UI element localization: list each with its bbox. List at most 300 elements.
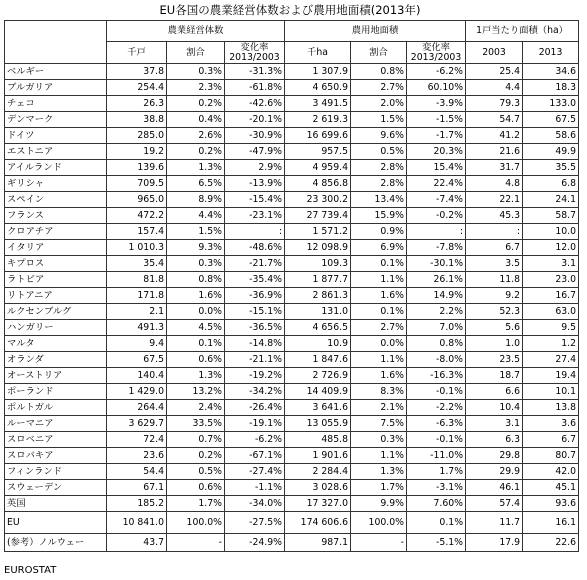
- per-holding-2013-cell: 10.1: [523, 384, 579, 400]
- holdings-cell: 1 429.0: [107, 384, 167, 400]
- area-change-cell: -11.0%: [407, 448, 466, 464]
- country-name-cell: ポルトガル: [5, 400, 107, 416]
- area-cell: 109.3: [285, 256, 351, 272]
- per-holding-2013-cell: 13.8: [523, 400, 579, 416]
- area-share-cell: 0.3%: [351, 432, 407, 448]
- area-change-cell: 0.1%: [407, 512, 466, 534]
- holdings-cell: 26.3: [107, 96, 167, 112]
- per-holding-2003-cell: 4.8: [466, 176, 523, 192]
- holdings-share-cell: 0.6%: [167, 352, 225, 368]
- area-change-cell: -16.3%: [407, 368, 466, 384]
- area-share-cell: 0.0%: [351, 336, 407, 352]
- per-holding-2003-cell: 21.6: [466, 144, 523, 160]
- area-cell: 10.9: [285, 336, 351, 352]
- country-name-cell: クロアチア: [5, 224, 107, 240]
- country-name-cell: エストニア: [5, 144, 107, 160]
- table-row: [5, 224, 579, 240]
- holdings-change-cell: -19.1%: [225, 416, 285, 432]
- table-row: [5, 96, 579, 112]
- per-holding-2003-cell: 31.7: [466, 160, 523, 176]
- area-share-cell: 2.8%: [351, 176, 407, 192]
- holdings-share-cell: 33.5%: [167, 416, 225, 432]
- area-change-cell: -1.5%: [407, 112, 466, 128]
- holdings-cell: 81.8: [107, 272, 167, 288]
- per-holding-2003-cell: 41.2: [466, 128, 523, 144]
- holdings-change-cell: -42.6%: [225, 96, 285, 112]
- area-cell: 27 739.4: [285, 208, 351, 224]
- area-change-cell: -6.3%: [407, 416, 466, 432]
- holdings-change-cell: 2.9%: [225, 160, 285, 176]
- change-label: 変化率: [240, 41, 269, 53]
- holdings-share-cell: 1.5%: [167, 224, 225, 240]
- per-holding-2003-cell: 3.5: [466, 256, 523, 272]
- area-cell: 4 856.8: [285, 176, 351, 192]
- holdings-cell: 43.7: [107, 534, 167, 552]
- area-change-cell: -5.1%: [407, 534, 466, 552]
- area-share-cell: 6.9%: [351, 240, 407, 256]
- per-holding-2003-cell: 18.7: [466, 368, 523, 384]
- area-change-cell: 14.9%: [407, 288, 466, 304]
- per-holding-2003-cell: 9.2: [466, 288, 523, 304]
- area-change-cell: 2.2%: [407, 304, 466, 320]
- holdings-share-cell: 0.6%: [167, 480, 225, 496]
- area-share-cell: 1.3%: [351, 464, 407, 480]
- holdings-change-cell: -36.5%: [225, 320, 285, 336]
- table-row: [5, 400, 579, 416]
- col-header-area-change: [407, 42, 466, 64]
- table-row: [5, 368, 579, 384]
- holdings-cell: 19.2: [107, 144, 167, 160]
- area-change-cell: -0.2%: [407, 208, 466, 224]
- holdings-cell: 38.8: [107, 112, 167, 128]
- holdings-cell: 491.3: [107, 320, 167, 336]
- holdings-cell: 54.4: [107, 464, 167, 480]
- holdings-change-cell: -19.2%: [225, 368, 285, 384]
- per-holding-2013-cell: 58.7: [523, 208, 579, 224]
- holdings-share-cell: 1.3%: [167, 160, 225, 176]
- holdings-cell: 10 841.0: [107, 512, 167, 534]
- holdings-cell: 264.4: [107, 400, 167, 416]
- area-change-cell: -3.9%: [407, 96, 466, 112]
- holdings-change-cell: -47.9%: [225, 144, 285, 160]
- col-header-holdings-change: [225, 42, 285, 64]
- area-change-cell: 15.4%: [407, 160, 466, 176]
- area-change-cell: 20.3%: [407, 144, 466, 160]
- per-holding-2013-cell: 10.0: [523, 224, 579, 240]
- area-cell: 17 327.0: [285, 496, 351, 512]
- area-cell: 3 491.5: [285, 96, 351, 112]
- holdings-area-table: [4, 20, 579, 552]
- country-name-cell: ルーマニア: [5, 416, 107, 432]
- table-title: EU各国の農業経営体数および農用地面積(2013年): [159, 3, 421, 17]
- per-holding-2013-cell: 1.2: [523, 336, 579, 352]
- holdings-share-cell: 0.3%: [167, 256, 225, 272]
- area-cell: 174 606.6: [285, 512, 351, 534]
- per-holding-2013-cell: 80.7: [523, 448, 579, 464]
- country-name-cell: (参考）ノルウェー: [5, 534, 107, 552]
- per-holding-2003-cell: 29.9: [466, 464, 523, 480]
- table-row: [5, 144, 579, 160]
- area-cell: 1 901.6: [285, 448, 351, 464]
- holdings-cell: 965.0: [107, 192, 167, 208]
- country-name-cell: ハンガリー: [5, 320, 107, 336]
- area-cell: 485.8: [285, 432, 351, 448]
- holdings-cell: 140.4: [107, 368, 167, 384]
- holdings-change-cell: -6.2%: [225, 432, 285, 448]
- country-name-cell: ラトビア: [5, 272, 107, 288]
- area-change-cell: 60.10%: [407, 80, 466, 96]
- table-row: [5, 160, 579, 176]
- country-name-cell: スロベニア: [5, 432, 107, 448]
- area-share-cell: 100.0%: [351, 512, 407, 534]
- per-holding-2013-cell: 133.0: [523, 96, 579, 112]
- holdings-cell: 37.8: [107, 64, 167, 80]
- area-cell: 4 656.5: [285, 320, 351, 336]
- per-holding-2013-cell: 12.0: [523, 240, 579, 256]
- holdings-share-cell: -: [167, 534, 225, 552]
- area-change-cell: 7.60%: [407, 496, 466, 512]
- table-row: [5, 304, 579, 320]
- per-holding-2003-cell: 79.3: [466, 96, 523, 112]
- table-row: [5, 464, 579, 480]
- area-cell: 131.0: [285, 304, 351, 320]
- per-holding-2003-cell: 10.4: [466, 400, 523, 416]
- holdings-change-cell: -27.4%: [225, 464, 285, 480]
- holdings-share-cell: 6.5%: [167, 176, 225, 192]
- area-change-cell: 0.8%: [407, 336, 466, 352]
- area-share-cell: 1.6%: [351, 368, 407, 384]
- per-holding-2013-cell: 49.9: [523, 144, 579, 160]
- area-change-cell: :: [407, 224, 466, 240]
- area-cell: 4 650.9: [285, 80, 351, 96]
- holdings-change-cell: -48.6%: [225, 240, 285, 256]
- area-change-cell: 22.4%: [407, 176, 466, 192]
- holdings-share-cell: 0.2%: [167, 448, 225, 464]
- group-header-per-holding: 1戸当たり面積（ha）: [466, 21, 579, 42]
- holdings-cell: 3 629.7: [107, 416, 167, 432]
- country-name-cell: スペイン: [5, 192, 107, 208]
- holdings-share-cell: 0.8%: [167, 272, 225, 288]
- per-holding-2003-cell: 11.7: [466, 512, 523, 534]
- area-cell: 957.5: [285, 144, 351, 160]
- per-holding-2003-cell: 3.1: [466, 416, 523, 432]
- per-holding-2013-cell: 16.1: [523, 512, 579, 534]
- area-change-cell: 26.1%: [407, 272, 466, 288]
- holdings-share-cell: 100.0%: [167, 512, 225, 534]
- table-row: [5, 112, 579, 128]
- area-share-cell: 2.7%: [351, 320, 407, 336]
- table-row: [5, 432, 579, 448]
- per-holding-2003-cell: 6.7: [466, 240, 523, 256]
- per-holding-2013-cell: 6.7: [523, 432, 579, 448]
- area-share-cell: -: [351, 534, 407, 552]
- area-cell: 23 300.2: [285, 192, 351, 208]
- area-share-cell: 0.8%: [351, 64, 407, 80]
- area-change-cell: -2.2%: [407, 400, 466, 416]
- area-cell: 14 409.9: [285, 384, 351, 400]
- holdings-share-cell: 1.7%: [167, 496, 225, 512]
- area-cell: 1 847.6: [285, 352, 351, 368]
- area-cell: 16 699.6: [285, 128, 351, 144]
- per-holding-2003-cell: 52.3: [466, 304, 523, 320]
- table-row: [5, 416, 579, 432]
- holdings-change-cell: -36.9%: [225, 288, 285, 304]
- change-period: 2013/2003: [410, 51, 462, 63]
- area-share-cell: 1.6%: [351, 288, 407, 304]
- holdings-share-cell: 1.3%: [167, 368, 225, 384]
- area-share-cell: 8.3%: [351, 384, 407, 400]
- table-row: [5, 336, 579, 352]
- area-cell: 987.1: [285, 534, 351, 552]
- table-row: [5, 192, 579, 208]
- header-blank: [5, 21, 107, 64]
- holdings-share-cell: 2.6%: [167, 128, 225, 144]
- table-row: [5, 320, 579, 336]
- area-share-cell: 1.1%: [351, 352, 407, 368]
- table-row: [5, 496, 579, 512]
- table-row: [5, 208, 579, 224]
- group-header-holdings: 農業経営体数: [107, 21, 285, 42]
- per-holding-2003-cell: 29.8: [466, 448, 523, 464]
- area-cell: 13 055.9: [285, 416, 351, 432]
- holdings-change-cell: :: [225, 224, 285, 240]
- holdings-cell: 185.2: [107, 496, 167, 512]
- per-holding-2013-cell: 35.5: [523, 160, 579, 176]
- per-holding-2003-cell: 1.0: [466, 336, 523, 352]
- holdings-share-cell: 0.2%: [167, 96, 225, 112]
- per-holding-2003-cell: 11.8: [466, 272, 523, 288]
- area-change-cell: -8.0%: [407, 352, 466, 368]
- table-row: [5, 176, 579, 192]
- area-share-cell: 1.1%: [351, 448, 407, 464]
- per-holding-2003-cell: :: [466, 224, 523, 240]
- table-row: [5, 64, 579, 80]
- country-name-cell: ルクセンブルグ: [5, 304, 107, 320]
- holdings-cell: 9.4: [107, 336, 167, 352]
- holdings-change-cell: -27.5%: [225, 512, 285, 534]
- holdings-change-cell: -34.0%: [225, 496, 285, 512]
- area-share-cell: 7.5%: [351, 416, 407, 432]
- holdings-cell: 709.5: [107, 176, 167, 192]
- area-cell: 2 284.4: [285, 464, 351, 480]
- holdings-change-cell: -30.9%: [225, 128, 285, 144]
- area-change-cell: -0.1%: [407, 432, 466, 448]
- per-holding-2013-cell: 9.5: [523, 320, 579, 336]
- area-share-cell: 13.4%: [351, 192, 407, 208]
- country-name-cell: リトアニア: [5, 288, 107, 304]
- area-share-cell: 0.5%: [351, 144, 407, 160]
- per-holding-2003-cell: 6.6: [466, 384, 523, 400]
- country-name-cell: オランダ: [5, 352, 107, 368]
- per-holding-2013-cell: 34.6: [523, 64, 579, 80]
- table-row: [5, 256, 579, 272]
- holdings-share-cell: 0.4%: [167, 112, 225, 128]
- country-name-cell: ベルギー: [5, 64, 107, 80]
- holdings-change-cell: -31.3%: [225, 64, 285, 80]
- area-share-cell: 1.5%: [351, 112, 407, 128]
- table-row: [5, 448, 579, 464]
- holdings-change-cell: -26.4%: [225, 400, 285, 416]
- country-name-cell: スウェーデン: [5, 480, 107, 496]
- per-holding-2013-cell: 42.0: [523, 464, 579, 480]
- area-share-cell: 0.1%: [351, 256, 407, 272]
- country-name-cell: フィンランド: [5, 464, 107, 480]
- per-holding-2003-cell: 46.1: [466, 480, 523, 496]
- per-holding-2003-cell: 5.6: [466, 320, 523, 336]
- area-share-cell: 2.0%: [351, 96, 407, 112]
- holdings-share-cell: 4.4%: [167, 208, 225, 224]
- country-name-cell: イタリア: [5, 240, 107, 256]
- area-change-cell: -30.1%: [407, 256, 466, 272]
- area-share-cell: 0.1%: [351, 304, 407, 320]
- holdings-change-cell: -14.8%: [225, 336, 285, 352]
- per-holding-2013-cell: 19.4: [523, 368, 579, 384]
- holdings-cell: 157.4: [107, 224, 167, 240]
- source-note: EUROSTAT: [4, 565, 57, 576]
- per-holding-2013-cell: 23.0: [523, 272, 579, 288]
- holdings-change-cell: -67.1%: [225, 448, 285, 464]
- col-header-2013: 2013: [523, 42, 579, 64]
- table-row: [5, 512, 579, 534]
- area-share-cell: 15.9%: [351, 208, 407, 224]
- per-holding-2003-cell: 54.7: [466, 112, 523, 128]
- per-holding-2003-cell: 45.3: [466, 208, 523, 224]
- holdings-change-cell: -34.2%: [225, 384, 285, 400]
- per-holding-2003-cell: 17.9: [466, 534, 523, 552]
- holdings-cell: 285.0: [107, 128, 167, 144]
- holdings-change-cell: -21.7%: [225, 256, 285, 272]
- holdings-change-cell: -24.9%: [225, 534, 285, 552]
- area-share-cell: 2.7%: [351, 80, 407, 96]
- area-cell: 1 307.9: [285, 64, 351, 80]
- holdings-cell: 1 010.3: [107, 240, 167, 256]
- table-body: [5, 64, 579, 552]
- area-share-cell: 2.1%: [351, 400, 407, 416]
- table-row: [5, 240, 579, 256]
- per-holding-2013-cell: 22.6: [523, 534, 579, 552]
- country-name-cell: スロバキア: [5, 448, 107, 464]
- holdings-share-cell: 2.3%: [167, 80, 225, 96]
- area-change-cell: -0.1%: [407, 384, 466, 400]
- holdings-change-cell: -15.4%: [225, 192, 285, 208]
- holdings-cell: 23.6: [107, 448, 167, 464]
- country-name-cell: デンマーク: [5, 112, 107, 128]
- area-cell: 12 098.9: [285, 240, 351, 256]
- area-share-cell: 1.1%: [351, 272, 407, 288]
- holdings-cell: 2.1: [107, 304, 167, 320]
- area-cell: 2 726.9: [285, 368, 351, 384]
- per-holding-2013-cell: 18.3: [523, 80, 579, 96]
- country-name-cell: マルタ: [5, 336, 107, 352]
- holdings-change-cell: -21.1%: [225, 352, 285, 368]
- holdings-change-cell: -35.4%: [225, 272, 285, 288]
- holdings-share-cell: 0.0%: [167, 304, 225, 320]
- holdings-change-cell: -23.1%: [225, 208, 285, 224]
- holdings-share-cell: 0.2%: [167, 144, 225, 160]
- area-share-cell: 9.9%: [351, 496, 407, 512]
- per-holding-2003-cell: 4.4: [466, 80, 523, 96]
- table-row: [5, 480, 579, 496]
- holdings-cell: 35.4: [107, 256, 167, 272]
- per-holding-2013-cell: 45.1: [523, 480, 579, 496]
- per-holding-2013-cell: 63.0: [523, 304, 579, 320]
- per-holding-2013-cell: 93.6: [523, 496, 579, 512]
- holdings-share-cell: 9.3%: [167, 240, 225, 256]
- per-holding-2013-cell: 6.8: [523, 176, 579, 192]
- area-change-cell: -3.1%: [407, 480, 466, 496]
- per-holding-2003-cell: 25.4: [466, 64, 523, 80]
- per-holding-2003-cell: 23.5: [466, 352, 523, 368]
- table-row: [5, 272, 579, 288]
- area-change-cell: -6.2%: [407, 64, 466, 80]
- per-holding-2013-cell: 67.5: [523, 112, 579, 128]
- area-cell: 1 877.7: [285, 272, 351, 288]
- holdings-share-cell: 0.3%: [167, 64, 225, 80]
- per-holding-2013-cell: 27.4: [523, 352, 579, 368]
- country-name-cell: チェコ: [5, 96, 107, 112]
- holdings-change-cell: -15.1%: [225, 304, 285, 320]
- country-name-cell: オーストリア: [5, 368, 107, 384]
- per-holding-2013-cell: 58.6: [523, 128, 579, 144]
- holdings-cell: 472.2: [107, 208, 167, 224]
- per-holding-2003-cell: 57.4: [466, 496, 523, 512]
- holdings-cell: 72.4: [107, 432, 167, 448]
- country-name-cell: キプロス: [5, 256, 107, 272]
- table-row: [5, 352, 579, 368]
- holdings-share-cell: 0.7%: [167, 432, 225, 448]
- group-header-area: 農用地面積: [285, 21, 466, 42]
- country-name-cell: 英国: [5, 496, 107, 512]
- holdings-cell: 254.4: [107, 80, 167, 96]
- per-holding-2003-cell: 22.1: [466, 192, 523, 208]
- country-name-cell: ドイツ: [5, 128, 107, 144]
- col-header-area-unit: 千ha: [285, 42, 351, 64]
- area-change-cell: -7.4%: [407, 192, 466, 208]
- holdings-share-cell: 4.5%: [167, 320, 225, 336]
- holdings-cell: 171.8: [107, 288, 167, 304]
- table-row: [5, 384, 579, 400]
- holdings-share-cell: 0.1%: [167, 336, 225, 352]
- per-holding-2013-cell: 16.7: [523, 288, 579, 304]
- area-cell: 3 641.6: [285, 400, 351, 416]
- holdings-cell: 139.6: [107, 160, 167, 176]
- country-name-cell: フランス: [5, 208, 107, 224]
- change-label: 変化率: [422, 41, 450, 53]
- country-name-cell: ギリシャ: [5, 176, 107, 192]
- area-cell: 4 959.4: [285, 160, 351, 176]
- area-cell: 2 861.3: [285, 288, 351, 304]
- holdings-share-cell: 0.5%: [167, 464, 225, 480]
- area-share-cell: 9.6%: [351, 128, 407, 144]
- per-holding-2013-cell: 3.6: [523, 416, 579, 432]
- holdings-change-cell: -13.9%: [225, 176, 285, 192]
- holdings-share-cell: 13.2%: [167, 384, 225, 400]
- table-row: [5, 80, 579, 96]
- table-row: [5, 288, 579, 304]
- table-row: [5, 534, 579, 552]
- per-holding-2003-cell: 6.3: [466, 432, 523, 448]
- table-row: [5, 128, 579, 144]
- country-name-cell: ブルガリア: [5, 80, 107, 96]
- area-cell: 3 028.6: [285, 480, 351, 496]
- holdings-share-cell: 2.4%: [167, 400, 225, 416]
- area-share-cell: 2.8%: [351, 160, 407, 176]
- country-name-cell: ポーランド: [5, 384, 107, 400]
- area-change-cell: -1.7%: [407, 128, 466, 144]
- area-change-cell: 7.0%: [407, 320, 466, 336]
- holdings-change-cell: -20.1%: [225, 112, 285, 128]
- col-header-holdings-unit: 千戸: [107, 42, 167, 64]
